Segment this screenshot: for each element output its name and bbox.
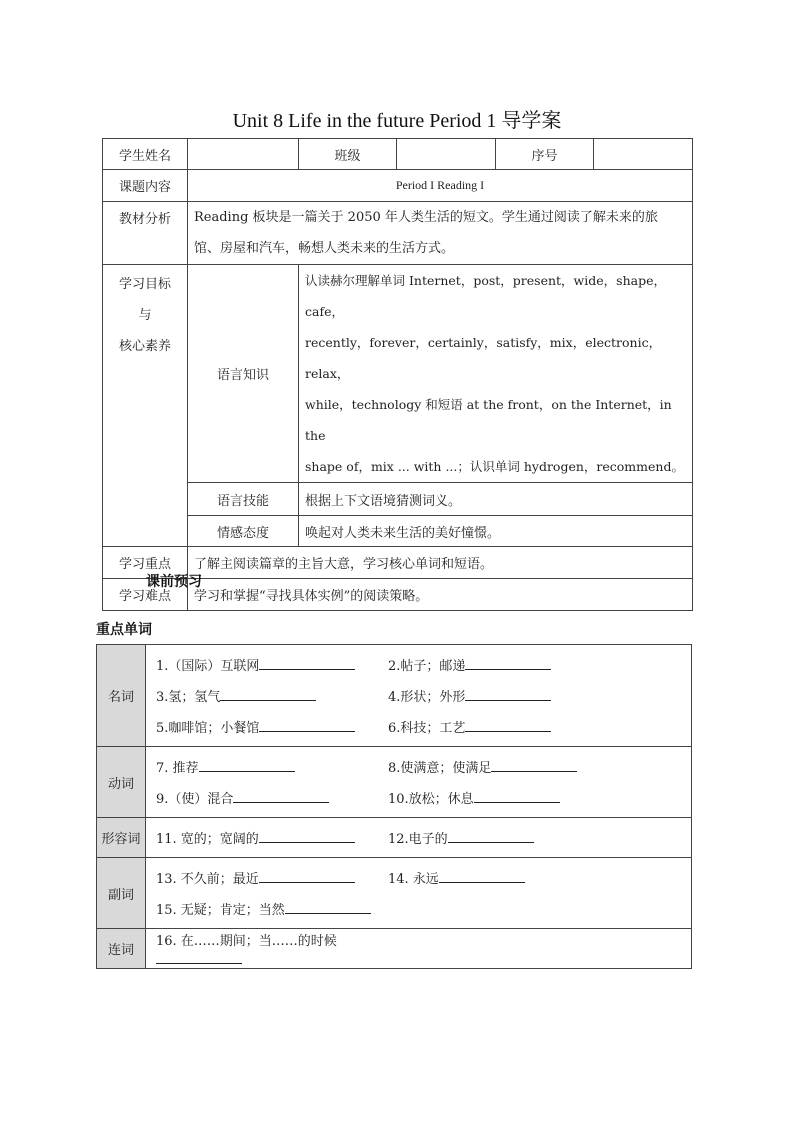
difficulty-label: 学习难点	[103, 579, 188, 611]
vocab-item	[156, 868, 388, 887]
analysis-line: Reading 板块是一篇关于 2050 年人类生活的短文。学生通过阅读了解未来的旅	[194, 210, 658, 225]
lang-skill-value: 根据上下文语境猜测词义。	[299, 483, 693, 516]
vocab-items	[146, 747, 692, 818]
goals-label-line: 核心素养	[118, 339, 171, 354]
answer-blank[interactable]	[259, 868, 355, 883]
vocab-line	[156, 933, 691, 964]
vocab-category: 连词	[97, 929, 146, 969]
vocab-item	[388, 686, 551, 705]
vocab-item-label: 12.电子的	[388, 832, 448, 847]
lang-skill-label: 语言技能	[188, 483, 299, 516]
lang-knowledge-line: recently，forever，certainly，satisfy，mix，electronic，relax，	[305, 335, 662, 381]
vocab-category: 形容词	[97, 818, 146, 858]
student-name-field[interactable]	[188, 139, 299, 170]
lesson-value: Period I Reading I	[188, 170, 693, 202]
vocab-line	[156, 680, 691, 711]
focus-value: 了解主阅读篇章的主旨大意，学习核心单词和短语。	[188, 547, 693, 579]
goals-label-line: 学习目标	[118, 277, 171, 292]
vocab-items	[146, 645, 692, 747]
page-title: Unit 8 Life in the future Period 1 导学案	[232, 110, 562, 132]
vocab-item-label: 1.（国际）互联网	[156, 659, 260, 674]
vocab-group-row	[97, 929, 692, 969]
vocab-item-label: 16. 在……期间；当……的时候	[156, 933, 337, 949]
lang-knowledge-line: shape of，mix ... with ...；认识单词 hydrogen，recommend。	[305, 459, 684, 474]
vocab-item-label: 11. 宽的；宽阔的	[156, 832, 259, 847]
answer-blank[interactable]	[220, 686, 316, 701]
lang-knowledge-value	[299, 265, 693, 483]
vocab-line	[156, 649, 691, 680]
class-label: 班级	[299, 139, 397, 170]
goals-label-line: 与	[138, 308, 152, 323]
vocab-item	[156, 655, 388, 674]
vocab-items	[146, 818, 692, 858]
vocab-item-label: 14. 永远	[388, 872, 439, 887]
vocab-group-row	[97, 818, 692, 858]
answer-blank[interactable]	[465, 717, 551, 732]
answer-blank[interactable]	[465, 686, 551, 701]
vocab-item	[388, 868, 525, 887]
info-table	[102, 138, 693, 611]
preview-heading: 课前预习	[146, 574, 202, 590]
answer-blank[interactable]	[491, 757, 577, 772]
vocab-category: 副词	[97, 858, 146, 929]
vocab-group-row	[97, 747, 692, 818]
answer-blank[interactable]	[439, 868, 525, 883]
vocab-item	[156, 899, 388, 918]
vocab-item-label: 8.使满意；使满足	[388, 761, 492, 776]
vocab-category: 名词	[97, 645, 146, 747]
vocab-line	[156, 711, 691, 742]
vocab-line	[156, 862, 691, 893]
keywords-heading: 重点单词	[96, 622, 152, 638]
vocab-item	[156, 788, 388, 807]
answer-blank[interactable]	[259, 717, 355, 732]
answer-blank[interactable]	[448, 828, 534, 843]
answer-blank[interactable]	[259, 828, 355, 843]
vocab-line	[156, 782, 691, 813]
vocab-item	[156, 828, 388, 847]
vocab-item-label: 15. 无疑；肯定；当然	[156, 903, 285, 918]
emotion-value: 唤起对人类未来生活的美好憧憬。	[299, 516, 693, 547]
lang-knowledge-line: 认读赫尔理解单词 Internet，post，present，wide，shape，cafe，	[305, 273, 666, 319]
answer-blank[interactable]	[156, 949, 242, 964]
vocab-item-label: 7. 推荐	[156, 761, 199, 776]
analysis-value	[188, 202, 693, 265]
vocab-item	[156, 930, 388, 968]
vocab-item	[388, 655, 551, 674]
vocab-item	[156, 757, 388, 776]
student-name-label: 学生姓名	[103, 139, 188, 170]
answer-blank[interactable]	[199, 757, 295, 772]
vocab-item-label: 10.放松；休息	[388, 792, 474, 807]
difficulty-value: 学习和掌握“寻找具体实例”的阅读策略。	[188, 579, 693, 611]
emotion-label: 情感态度	[188, 516, 299, 547]
vocab-items	[146, 858, 692, 929]
class-field[interactable]	[397, 139, 496, 170]
vocab-item	[156, 686, 388, 705]
answer-blank[interactable]	[474, 788, 560, 803]
vocab-table	[96, 644, 692, 969]
vocab-item-label: 4.形状；外形	[388, 690, 466, 705]
answer-blank[interactable]	[233, 788, 329, 803]
vocab-item	[388, 828, 534, 847]
answer-blank[interactable]	[285, 899, 371, 914]
vocab-item-label: 2.帖子；邮递	[388, 659, 466, 674]
focus-label: 学习重点	[103, 547, 188, 579]
lesson-label: 课题内容	[103, 170, 188, 202]
vocab-category: 动词	[97, 747, 146, 818]
seat-label: 序号	[496, 139, 594, 170]
lang-knowledge-line: while，technology 和短语 at the front，on the Internet，in the	[305, 397, 672, 443]
vocab-item-label: 9.（使）混合	[156, 792, 234, 807]
vocab-line	[156, 751, 691, 782]
seat-field[interactable]	[594, 139, 693, 170]
vocab-items	[146, 929, 692, 969]
vocab-item-label: 3.氢；氢气	[156, 690, 221, 705]
vocab-item-label: 6.科技；工艺	[388, 721, 466, 736]
goals-label	[103, 265, 188, 547]
vocab-item	[388, 717, 551, 736]
vocab-item	[156, 717, 388, 736]
vocab-group-row	[97, 858, 692, 929]
answer-blank[interactable]	[259, 655, 355, 670]
lang-knowledge-label: 语言知识	[188, 265, 299, 483]
vocab-line	[156, 822, 691, 853]
vocab-item-label: 5.咖啡馆；小餐馆	[156, 721, 260, 736]
analysis-line: 馆、房屋和汽车，畅想人类未来的生活方式。	[194, 241, 455, 256]
vocab-line	[156, 893, 691, 924]
analysis-label: 教材分析	[103, 202, 188, 265]
vocab-item-label: 13. 不久前；最近	[156, 872, 259, 887]
vocab-group-row	[97, 645, 692, 747]
vocab-item	[388, 757, 577, 776]
vocab-item	[388, 788, 560, 807]
answer-blank[interactable]	[465, 655, 551, 670]
